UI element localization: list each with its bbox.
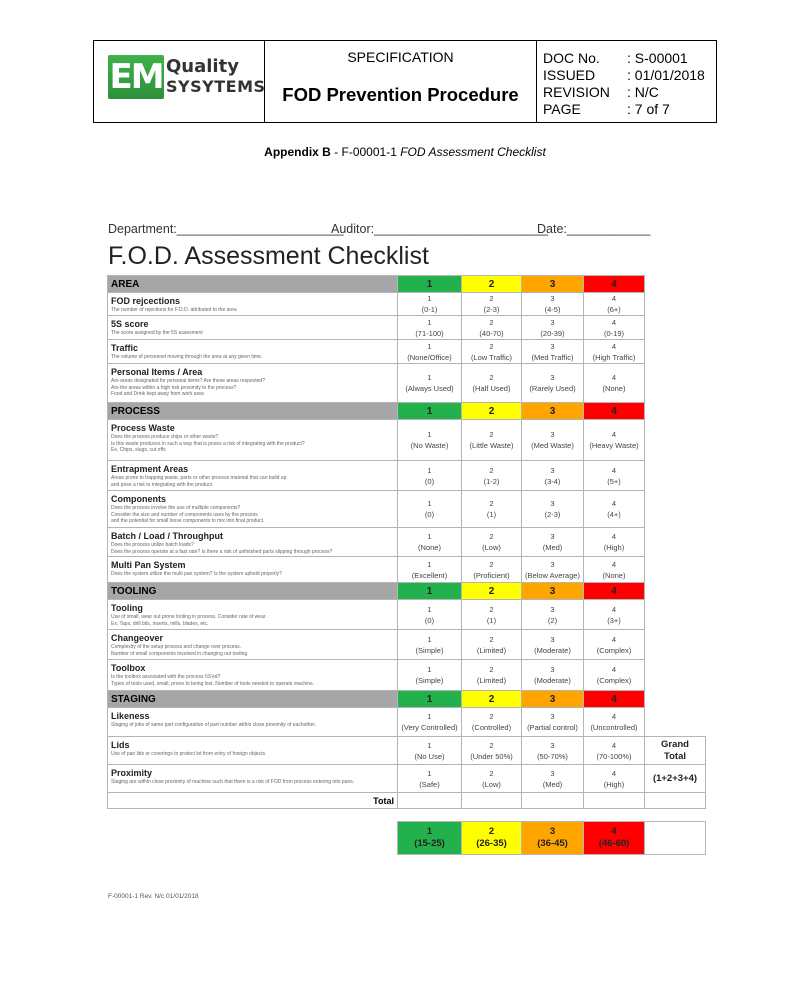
score-option-4: 4 (Uncontrolled) — [584, 708, 645, 737]
checklist-item-row — [108, 660, 706, 691]
score-option-3: 3 (Med Traffic) — [522, 340, 584, 364]
item-description: The score assigned by the 5S assesment — [111, 330, 203, 336]
document-header — [93, 40, 717, 123]
score-option-2: 2 (Half Used) — [462, 364, 522, 403]
page-row: PAGE : 7 of 7 — [543, 101, 670, 117]
assessment-checklist-table — [107, 275, 706, 809]
score-option-4: 4 (High) — [584, 765, 645, 793]
form-footer: F-00001-1 Rev. N/c 01/01/2018 — [108, 893, 199, 900]
section-name: STAGING — [108, 691, 398, 708]
score-option-1: 1 (0-1) — [398, 293, 462, 316]
section-header-row — [108, 691, 706, 708]
score-option-1: 1 (0) — [398, 461, 462, 491]
level-1-header: 1 — [398, 583, 462, 600]
score-option-1: 1 (0) — [398, 491, 462, 528]
checklist-item-row — [108, 293, 706, 316]
score-option-1: 1 (Always Used) — [398, 364, 462, 403]
score-option-2: 2 (Under 50%) — [462, 737, 522, 765]
item-name: Multi Pan System — [111, 560, 186, 570]
level-4-header: 4 — [584, 583, 645, 600]
score-option-2: 2 (Low) — [462, 528, 522, 557]
level-4-header: 4 — [584, 276, 645, 293]
blank-cell — [645, 491, 706, 528]
item-description: Staging of jobs of same part configuration of part number within close proximity of eachother. — [111, 722, 317, 728]
specification-label: SPECIFICATION — [347, 49, 454, 65]
item-name: Personal Items / Area — [111, 367, 203, 377]
score-option-2: 2 (1) — [462, 491, 522, 528]
checklist-item-row — [108, 340, 706, 364]
level-1-header: 1 — [398, 276, 462, 293]
item-name: Process Waste — [111, 423, 175, 433]
checklist-item-row — [108, 630, 706, 660]
score-option-4: 4 (None) — [584, 364, 645, 403]
checklist-item-row — [108, 420, 706, 461]
blank-cell — [645, 276, 706, 293]
blank-cell — [645, 600, 706, 630]
blank-cell — [645, 316, 706, 340]
score-option-4: 4 (High) — [584, 528, 645, 557]
score-option-4: 4 (5+) — [584, 461, 645, 491]
level-4-header: 4 — [584, 691, 645, 708]
score-option-2: 2 (Limited) — [462, 630, 522, 660]
total-level-2-cell — [462, 793, 522, 809]
score-option-1: 1 (Excellent) — [398, 557, 462, 583]
checklist-item-row — [108, 364, 706, 403]
score-option-3: 3 (Med Waste) — [522, 420, 584, 461]
level-4-header: 4 — [584, 403, 645, 420]
total-label: Total — [108, 793, 398, 809]
item-criteria-cell — [108, 600, 398, 630]
score-option-4: 4 (3+) — [584, 600, 645, 630]
blank-cell — [645, 461, 706, 491]
level-3-header: 3 — [522, 583, 584, 600]
doc-no-row: DOC No. : S-00001 — [543, 50, 688, 66]
score-option-2: 2 (40-70) — [462, 316, 522, 340]
score-legend-table — [397, 821, 706, 855]
legend-empty-cell — [645, 822, 706, 855]
item-criteria-cell — [108, 364, 398, 403]
item-criteria-cell — [108, 630, 398, 660]
checklist-title: F.O.D. Assessment Checklist — [108, 242, 429, 270]
score-option-4: 4 (4+) — [584, 491, 645, 528]
item-name: Likeness — [111, 711, 150, 721]
header-title-cell — [265, 41, 537, 122]
checklist-item-row — [108, 708, 706, 737]
checklist-item-row — [108, 461, 706, 491]
item-description: Staging are within close proximity of machine such that there is a risk of FOD from process entering into pans. — [111, 779, 355, 785]
item-name: Tooling — [111, 603, 143, 613]
score-option-2: 2 (1-2) — [462, 461, 522, 491]
item-criteria-cell — [108, 557, 398, 583]
blank-cell — [645, 364, 706, 403]
legend-level-3: 3 (36-45) — [522, 822, 584, 855]
logo-em-mark: EM — [109, 57, 163, 97]
issued-row: ISSUED : 01/01/2018 — [543, 67, 705, 83]
score-option-3: 3 (Moderate) — [522, 660, 584, 691]
score-option-2: 2 (2-3) — [462, 293, 522, 316]
checklist-item-row — [108, 316, 706, 340]
score-option-1: 1 (No Use) — [398, 737, 462, 765]
checklist-item-row — [108, 528, 706, 557]
score-option-1: 1 (Simple) — [398, 660, 462, 691]
grand-total-value-cell — [645, 793, 706, 809]
score-option-2: 2 (Low) — [462, 765, 522, 793]
item-criteria-cell — [108, 737, 398, 765]
blank-cell — [645, 583, 706, 600]
item-description: Areas prone to trapping waste, parts or other process material that can build up and pose a risk to integrating with the product. — [111, 475, 287, 488]
document-meta — [537, 41, 716, 122]
total-row — [108, 793, 706, 809]
level-1-header: 1 — [398, 403, 462, 420]
score-option-2: 2 (Limited) — [462, 660, 522, 691]
company-logo — [94, 41, 265, 122]
date-field: Date:____________ — [537, 222, 651, 236]
score-option-4: 4 (High Traffic) — [584, 340, 645, 364]
level-3-header: 3 — [522, 276, 584, 293]
score-option-3: 3 (4-5) — [522, 293, 584, 316]
score-option-1: 1 (None/Office) — [398, 340, 462, 364]
score-option-4: 4 (Complex) — [584, 630, 645, 660]
legend-level-4: 4 (46-60) — [584, 822, 645, 855]
score-option-3: 3 (Moderate) — [522, 630, 584, 660]
item-name: 5S score — [111, 319, 149, 329]
blank-cell — [645, 420, 706, 461]
score-option-3: 3 (2) — [522, 600, 584, 630]
level-2-header: 2 — [462, 583, 522, 600]
item-criteria-cell — [108, 461, 398, 491]
item-description: The number of rejections for F.O.D. attributed to the area — [111, 307, 237, 313]
revision-row: REVISION : N/C — [543, 84, 659, 100]
checklist-item-row — [108, 600, 706, 630]
logo-systems-text: SYSYTEMS — [166, 77, 266, 96]
score-option-4: 4 (6+) — [584, 293, 645, 316]
score-option-4: 4 (70-100%) — [584, 737, 645, 765]
score-option-1: 1 (None) — [398, 528, 462, 557]
level-2-header: 2 — [462, 276, 522, 293]
item-criteria-cell — [108, 316, 398, 340]
item-name: Batch / Load / Throughput — [111, 531, 223, 541]
section-name: PROCESS — [108, 403, 398, 420]
level-3-header: 3 — [522, 691, 584, 708]
score-option-2: 2 (Controlled) — [462, 708, 522, 737]
item-criteria-cell — [108, 340, 398, 364]
level-2-header: 2 — [462, 691, 522, 708]
item-criteria-cell — [108, 293, 398, 316]
checklist-item-row — [108, 765, 706, 793]
score-option-3: 3 (2-3) — [522, 491, 584, 528]
score-option-3: 3 (50-70%) — [522, 737, 584, 765]
score-option-3: 3 (3-4) — [522, 461, 584, 491]
item-name: Proximity — [111, 768, 153, 778]
score-option-3: 3 (Partial control) — [522, 708, 584, 737]
score-option-1: 1 (Simple) — [398, 630, 462, 660]
score-option-1: 1 (71-100) — [398, 316, 462, 340]
level-3-header: 3 — [522, 403, 584, 420]
item-description: Does the process involve the use of multiple components? Consider the size and number of components uses by the process and the potential for small loose components to mix into final product. — [111, 505, 265, 524]
level-2-header: 2 — [462, 403, 522, 420]
item-description: Are areas designated for personal items? Are these areas respected? Are the areas within a high risk proximity to the process? Food and Drink kept away from work area — [111, 378, 265, 397]
score-option-3: 3 (20-39) — [522, 316, 584, 340]
section-name: AREA — [108, 276, 398, 293]
section-header-row — [108, 276, 706, 293]
section-header-row — [108, 403, 706, 420]
total-level-3-cell — [522, 793, 584, 809]
blank-cell — [645, 528, 706, 557]
grand-total-formula: (1+2+3+4) — [645, 765, 706, 793]
legend-level-1: 1 (15-25) — [398, 822, 462, 855]
item-criteria-cell — [108, 491, 398, 528]
procedure-title: FOD Prevention Procedure — [282, 84, 519, 105]
score-option-1: 1 (Very Controlled) — [398, 708, 462, 737]
blank-cell — [645, 557, 706, 583]
item-criteria-cell — [108, 420, 398, 461]
blank-cell — [645, 403, 706, 420]
score-option-1: 1 (0) — [398, 600, 462, 630]
blank-cell — [645, 660, 706, 691]
score-option-3: 3 (Below Average) — [522, 557, 584, 583]
item-name: FOD rejcections — [111, 296, 181, 306]
score-option-4: 4 (Complex) — [584, 660, 645, 691]
item-name: Components — [111, 494, 166, 504]
blank-cell — [645, 340, 706, 364]
item-description: Complexity of the setup process and change over process. Number of small components involved in changing out tooling. — [111, 644, 249, 657]
blank-cell — [645, 293, 706, 316]
score-option-4: 4 (0-19) — [584, 316, 645, 340]
item-criteria-cell — [108, 765, 398, 793]
item-name: Toolbox — [111, 663, 146, 673]
grand-total-label: Grand Total — [645, 737, 706, 765]
item-description: Is the toolbox associated with the process 5S'ed? Types of tools used, small, prone to being lost. Number of tools needed to operate machine. — [111, 674, 315, 687]
legend-level-2: 2 (26-35) — [462, 822, 522, 855]
item-name: Entrapment Areas — [111, 464, 189, 474]
score-option-3: 3 (Rarely Used) — [522, 364, 584, 403]
item-description: Does the process produce chips or other waste? Is this waste produces in such a way that is poses a risk of integrating with the product? Ex. Chips, slugs, cut offs — [111, 434, 305, 453]
score-option-4: 4 (Heavy Waste) — [584, 420, 645, 461]
auditor-field: Auditor:_________________________ — [331, 222, 548, 236]
score-option-4: 4 (None) — [584, 557, 645, 583]
score-option-3: 3 (Med) — [522, 765, 584, 793]
item-criteria-cell — [108, 660, 398, 691]
checklist-item-row — [108, 557, 706, 583]
score-option-1: 1 (No Waste) — [398, 420, 462, 461]
item-criteria-cell — [108, 528, 398, 557]
appendix-caption: Appendix B - F-00001-1 FOD Assessment Checklist — [264, 145, 546, 159]
score-option-1: 1 (Safe) — [398, 765, 462, 793]
blank-cell — [645, 630, 706, 660]
item-description: Does the system utilize the multi pan system? Is the system upheld properly? — [111, 571, 282, 577]
level-1-header: 1 — [398, 691, 462, 708]
score-option-2: 2 (Little Waste) — [462, 420, 522, 461]
blank-cell — [645, 691, 706, 708]
logo-quality-text: Quality — [166, 56, 239, 77]
total-level-4-cell — [584, 793, 645, 809]
score-option-2: 2 (Proficient) — [462, 557, 522, 583]
item-description: Use of pan lids or coverings to protect lot from entry of foreign objects. — [111, 751, 267, 757]
item-description: Use of small, wear out prone tooling in process. Consider rate of wear. Ex. Taps, drill bits, inserts, mills, blades, etc. — [111, 614, 267, 627]
score-option-2: 2 (1) — [462, 600, 522, 630]
checklist-item-row — [108, 737, 706, 765]
section-header-row — [108, 583, 706, 600]
blank-cell — [645, 708, 706, 737]
item-criteria-cell — [108, 708, 398, 737]
item-description: Does the process utilize batch loads? Does the process operate at a fast rate? Is there a risk of unfinished parts slipping through process? — [111, 542, 333, 555]
item-name: Traffic — [111, 343, 139, 353]
score-option-3: 3 (Med) — [522, 528, 584, 557]
department-field: Department:________________________ — [108, 222, 344, 236]
section-name: TOOLING — [108, 583, 398, 600]
score-option-2: 2 (Low Traffic) — [462, 340, 522, 364]
item-name: Lids — [111, 740, 130, 750]
item-description: The volume of personnel moving through the area at any given time. — [111, 354, 263, 360]
item-name: Changeover — [111, 633, 164, 643]
checklist-item-row — [108, 491, 706, 528]
total-level-1-cell — [398, 793, 462, 809]
